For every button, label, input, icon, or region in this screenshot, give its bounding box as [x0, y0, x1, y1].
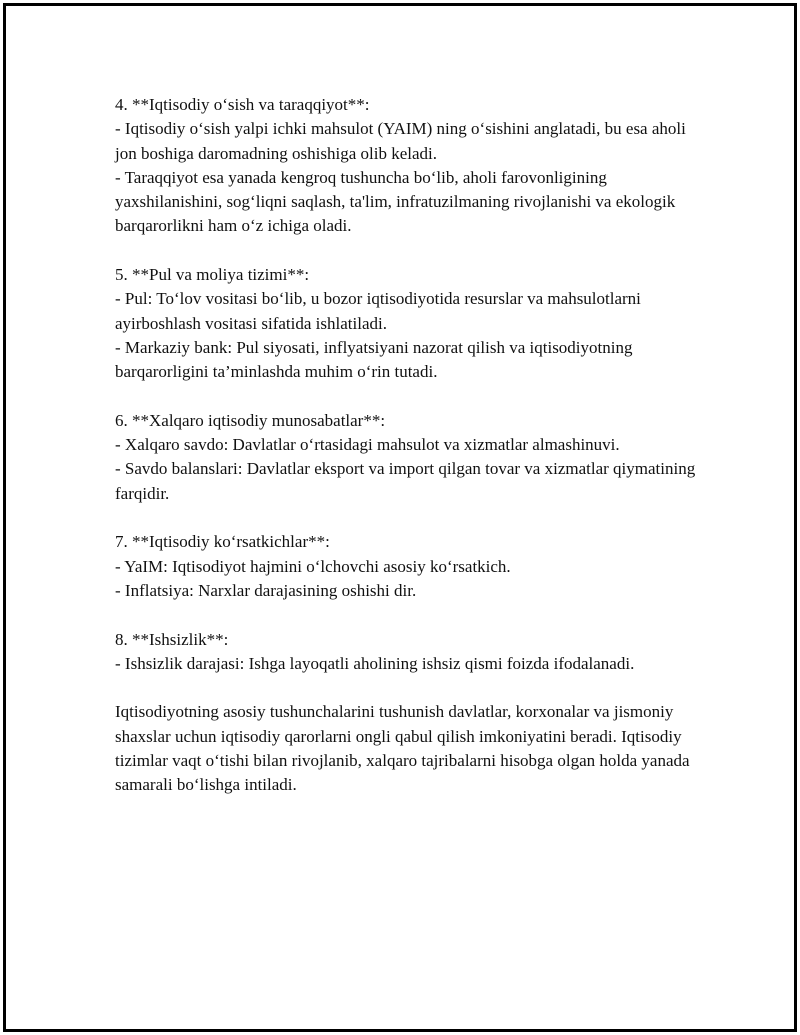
- section-unemployment: [115, 628, 700, 677]
- section-heading: 7. **Iqtisodiy ko‘rsatkichlar**:: [115, 532, 330, 552]
- bullet-item: - Inflatsiya: Narxlar darajasining oshishi dir.: [115, 580, 417, 600]
- bullet-item: - Markaziy bank: Pul siyosati, inflyatsiyani nazorat qilish va iqtisodiyotning barqarorligini ta’minlashda muhim o‘rin tutadi.: [115, 337, 633, 382]
- bullet-item: - Iqtisodiy o‘sish yalpi ichki mahsulot (YAIM) ning o‘sishini anglatadi, bu esa aholi jon boshiga daromadning oshishiga olib keladi.: [115, 119, 686, 163]
- section-heading: 5. **Pul va moliya tizimi**:: [115, 265, 310, 285]
- bullet-item: - Xalqaro savdo: Davlatlar o‘rtasidagi mahsulot va xizmatlar almashinuvi.: [115, 435, 620, 455]
- section-heading: 6. **Xalqaro iqtisodiy munosabatlar**:: [115, 410, 386, 430]
- section-economic-indicators: [115, 530, 700, 603]
- bullet-item: - YaIM: Iqtisodiyot hajmini o‘lchovchi asosiy ko‘rsatkich.: [115, 556, 511, 576]
- conclusion-paragraph-wrap: [115, 700, 700, 797]
- conclusion-paragraph: Iqtisodiyotning asosiy tushunchalarini tushunish davlatlar, korxonalar va jismoniy shaxslar uchun iqtisodiy qarorlarni ongli qabul qilish imkoniyatini beradi. Iqtisodiy tizimlar vaqt o‘tishi bilan rivojlanib, xalqaro tajribalarni hisobga olgan holda yanada samarali bo‘lishga intiladi.: [115, 702, 690, 795]
- section-economic-growth: [115, 93, 700, 239]
- document-body: [115, 93, 700, 822]
- section-heading: 4. **Iqtisodiy o‘sish va taraqqiyot**:: [115, 95, 370, 114]
- section-heading: 8. **Ishsizlik**:: [115, 629, 229, 649]
- bullet-item: - Ishsizlik darajasi: Ishga layoqatli aholining ishsiz qismi foizda ifodalanadi.: [115, 653, 635, 673]
- section-international-relations: [115, 409, 700, 506]
- bullet-item: - Taraqqiyot esa yanada kengroq tushuncha bo‘lib, aholi farovonligining yaxshilanishini, sog‘liqni saqlash, ta'lim, infratuzilmaning rivojlanishi va ekologik barqarorlikni ham o‘z ichiga oladi.: [115, 167, 676, 236]
- section-money-finance: [115, 263, 700, 384]
- bullet-item: - Pul: To‘lov vositasi bo‘lib, u bozor iqtisodiyotida resurslar va mahsulotlarni ayirboshlash vositasi sifatida ishlatiladi.: [115, 289, 641, 333]
- bullet-item: - Savdo balanslari: Davlatlar eksport va import qilgan tovar va xizmatlar qiymatining farqidir.: [115, 459, 696, 503]
